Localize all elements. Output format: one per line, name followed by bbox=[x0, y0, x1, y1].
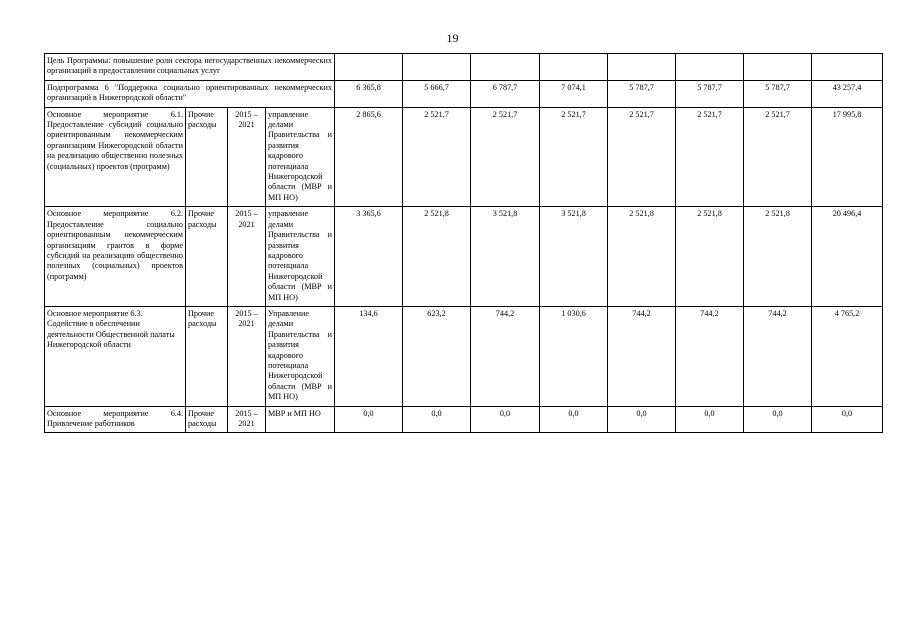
value-cell: 3 521,8 bbox=[540, 207, 608, 307]
value-cell: 134,6 bbox=[335, 306, 403, 406]
program-table bbox=[44, 53, 883, 433]
value-cell: 17 995,8 bbox=[812, 107, 883, 207]
value-cell: 5 787,7 bbox=[744, 80, 812, 107]
goal-empty-cell bbox=[403, 54, 471, 81]
activity-description: Основное мероприятие 6.3. Содействие в обеспечении деятельности Общественной палаты Нижегородской области bbox=[45, 306, 186, 406]
value-cell: 3 365,6 bbox=[335, 207, 403, 307]
table-body bbox=[45, 54, 883, 433]
value-cell: 0,0 bbox=[744, 406, 812, 433]
executor: МВР и МП НО bbox=[266, 406, 335, 433]
value-cell: 3 521,8 bbox=[471, 207, 540, 307]
expense-type: Прочие расходы bbox=[186, 306, 228, 406]
activity-description: Основное мероприятие 6.2. Предоставление социально ориентированным некоммерческим организациям грантов в форме субсидий на реализацию общественно полезных (социальных) проектов (программ) bbox=[45, 207, 186, 307]
value-cell: 0,0 bbox=[812, 406, 883, 433]
expense-type: Прочие расходы bbox=[186, 107, 228, 207]
value-cell: 744,2 bbox=[744, 306, 812, 406]
value-cell: 4 765,2 bbox=[812, 306, 883, 406]
activity-description: Основное мероприятие 6.4. Привлечение работников bbox=[45, 406, 186, 433]
value-cell: 2 521,7 bbox=[471, 107, 540, 207]
value-cell: 2 521,7 bbox=[744, 107, 812, 207]
goal-cell: Цель Программы: повышение роли сектора негосударственных некоммерческих организаций в предоставлении социальных услуг bbox=[45, 54, 335, 81]
value-cell: 0,0 bbox=[471, 406, 540, 433]
value-cell: 2 521,8 bbox=[744, 207, 812, 307]
value-cell: 2 521,8 bbox=[608, 207, 676, 307]
table-row bbox=[45, 207, 883, 307]
value-cell: 744,2 bbox=[471, 306, 540, 406]
goal-row bbox=[45, 54, 883, 81]
value-cell: 2 521,7 bbox=[403, 107, 471, 207]
value-cell: 744,2 bbox=[608, 306, 676, 406]
table-row bbox=[45, 406, 883, 433]
goal-empty-cell bbox=[812, 54, 883, 81]
value-cell: 623,2 bbox=[403, 306, 471, 406]
value-cell: 2 521,8 bbox=[676, 207, 744, 307]
period: 2015 – 2021 bbox=[228, 107, 266, 207]
executor: Управление делами Правительства и развития кадрового потенциала Нижегородской области (МВР и МП НО) bbox=[266, 306, 335, 406]
executor: управление делами Правительства и развития кадрового потенциала Нижегородской области (МВР и МП НО) bbox=[266, 207, 335, 307]
period: 2015 – 2021 bbox=[228, 406, 266, 433]
value-cell: 0,0 bbox=[540, 406, 608, 433]
value-cell: 2 521,8 bbox=[403, 207, 471, 307]
value-cell: 5 787,7 bbox=[608, 80, 676, 107]
value-cell: 6 787,7 bbox=[471, 80, 540, 107]
executor: управление делами Правительства и развития кадрового потенциала Нижегородской области (МВР и МП НО) bbox=[266, 107, 335, 207]
goal-empty-cell bbox=[471, 54, 540, 81]
value-cell: 0,0 bbox=[335, 406, 403, 433]
period: 2015 – 2021 bbox=[228, 207, 266, 307]
value-cell: 20 496,4 bbox=[812, 207, 883, 307]
value-cell: 2 521,7 bbox=[608, 107, 676, 207]
activity-description: Основное мероприятие 6.1. Предоставление субсидий социально ориентированным некоммерческим организациям Нижегородской области на реализацию общественно полезных (социальных) проектов (программ) bbox=[45, 107, 186, 207]
goal-empty-cell bbox=[676, 54, 744, 81]
goal-empty-cell bbox=[608, 54, 676, 81]
subprogram-cell: Подпрограмма 6 "Поддержка социально ориентированных некоммерческих организаций в Нижегородской области" bbox=[45, 80, 335, 107]
goal-empty-cell bbox=[744, 54, 812, 81]
value-cell: 2 521,7 bbox=[676, 107, 744, 207]
value-cell: 5 666,7 bbox=[403, 80, 471, 107]
value-cell: 1 030,6 bbox=[540, 306, 608, 406]
expense-type: Прочие расходы bbox=[186, 406, 228, 433]
value-cell: 0,0 bbox=[676, 406, 744, 433]
value-cell: 7 074,1 bbox=[540, 80, 608, 107]
subprogram-row bbox=[45, 80, 883, 107]
period: 2015 – 2021 bbox=[228, 306, 266, 406]
value-cell: 0,0 bbox=[608, 406, 676, 433]
value-cell: 2 865,6 bbox=[335, 107, 403, 207]
goal-empty-cell bbox=[540, 54, 608, 81]
table-row bbox=[45, 306, 883, 406]
value-cell: 744,2 bbox=[676, 306, 744, 406]
table-row bbox=[45, 107, 883, 207]
value-cell: 2 521,7 bbox=[540, 107, 608, 207]
value-cell: 6 365,8 bbox=[335, 80, 403, 107]
value-cell: 5 787,7 bbox=[676, 80, 744, 107]
value-cell: 43 257,4 bbox=[812, 80, 883, 107]
expense-type: Прочие расходы bbox=[186, 207, 228, 307]
goal-empty-cell bbox=[335, 54, 403, 81]
value-cell: 0,0 bbox=[403, 406, 471, 433]
page-number: 19 bbox=[446, 31, 459, 45]
